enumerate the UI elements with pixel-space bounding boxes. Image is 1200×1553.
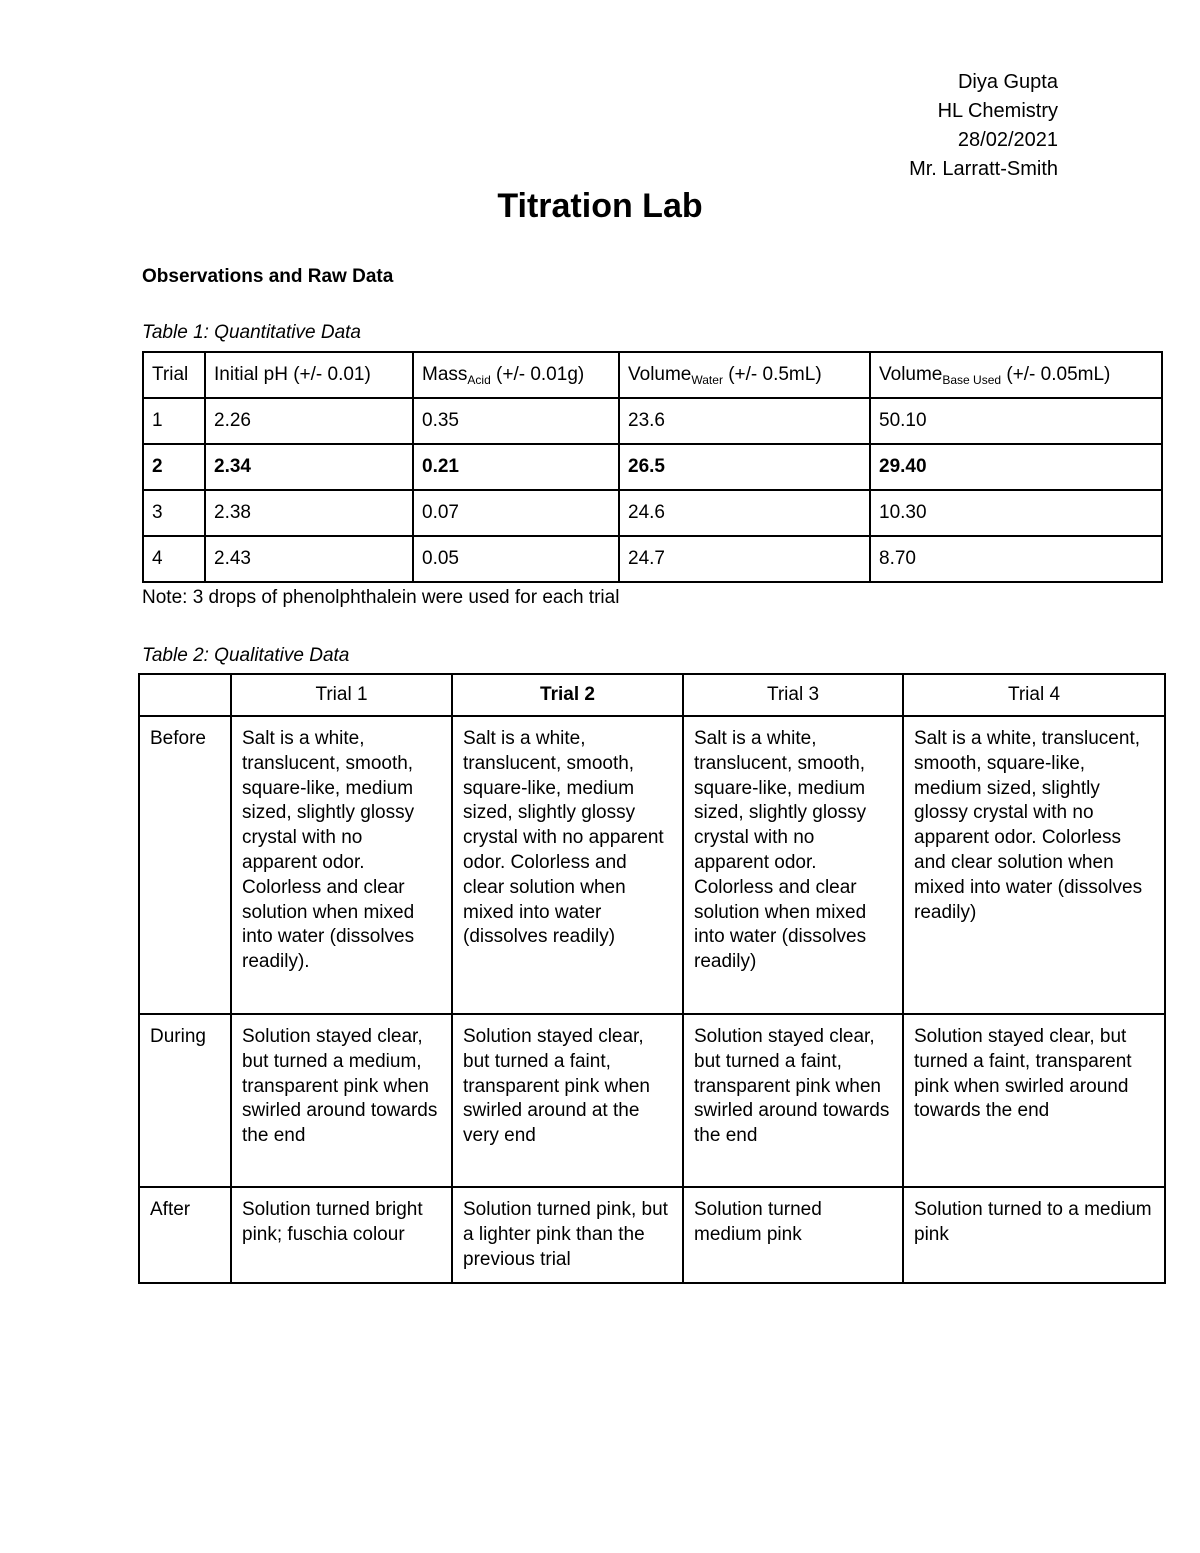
section-heading: Observations and Raw Data: [142, 266, 394, 287]
table-row: [143, 536, 1162, 582]
author-name: Diya Gupta: [957, 71, 1058, 93]
cell-ph: 2.43: [205, 536, 413, 582]
cell-trial-3: Solution turned medium pink: [683, 1187, 903, 1283]
cell-volume-water: 24.7: [619, 536, 870, 582]
header-trial-2: Trial 2: [452, 674, 683, 716]
header-volume-base: Volume$_{Base Used}$ (+/- 0.05mL): [870, 352, 1162, 398]
header-trial-4: Trial 4: [903, 674, 1165, 716]
cell-trial-3: Solution stayed clear, but turned a faint, transparent pink when swirled around towards the end: [683, 1014, 903, 1187]
cell-mass: 0.05: [413, 536, 619, 582]
table-row: [143, 490, 1162, 536]
cell-trial-2: Solution turned pink, but a lighter pink than the previous trial: [452, 1187, 683, 1283]
table-row: [143, 398, 1162, 444]
cell-mass: 0.35: [413, 398, 619, 444]
table-row-before: [139, 716, 1165, 1014]
cell-ph: 2.38: [205, 490, 413, 536]
page-title: Titration Lab: [497, 187, 703, 225]
cell-trial-2: Solution stayed clear, but turned a faint, transparent pink when swirled around at the very end: [452, 1014, 683, 1187]
cell-trial-4: Salt is a white, translucent, smooth, square-like, medium sized, slightly glossy crystal with no apparent odor. Colorless and clear solution when mixed into water (dissolves readily): [903, 716, 1165, 1014]
row-label: Before: [139, 716, 231, 1014]
cell-trial-4: Solution turned to a medium pink: [903, 1187, 1165, 1283]
cell-ph: 2.26: [205, 398, 413, 444]
cell-trial-4: Solution stayed clear, but turned a faint, transparent pink when swirled around towards the end: [903, 1014, 1165, 1187]
course-name: HL Chemistry: [937, 100, 1058, 122]
header-volume-water: Volume$_{Water}$ (+/- 0.5mL): [619, 352, 870, 398]
table-row-highlighted: [143, 444, 1162, 490]
table-header-row: [143, 352, 1162, 398]
teacher-name: Mr. Larratt-Smith: [909, 158, 1058, 180]
cell-volume-water: 26.5: [619, 444, 870, 490]
header-trial-1: Trial 1: [231, 674, 452, 716]
cell-volume-base: 10.30: [870, 490, 1162, 536]
author-info: [909, 68, 1058, 184]
header-trial: Trial: [143, 352, 205, 398]
cell-volume-base: 29.40: [870, 444, 1162, 490]
cell-volume-water: 24.6: [619, 490, 870, 536]
cell-volume-water: 23.6: [619, 398, 870, 444]
table-row-during: [139, 1014, 1165, 1187]
qualitative-data-table: [138, 673, 1166, 1284]
quantitative-data-table: [142, 351, 1163, 583]
cell-mass: 0.07: [413, 490, 619, 536]
cell-trial: 3: [143, 490, 205, 536]
cell-volume-base: 50.10: [870, 398, 1162, 444]
cell-trial-1: Salt is a white, translucent, smooth, square-like, medium sized, slightly glossy crystal with no apparent odor. Colorless and clear solution when mixed into water (dissolves readily).: [231, 716, 452, 1014]
cell-trial-2: Salt is a white, translucent, smooth, square-like, medium sized, slightly glossy crystal with no apparent odor. Colorless and clear solution when mixed into water (dissolves readily): [452, 716, 683, 1014]
cell-ph: 2.34: [205, 444, 413, 490]
cell-trial: 4: [143, 536, 205, 582]
date: 28/02/2021: [957, 129, 1058, 151]
table2-caption: Table 2: Qualitative Data: [142, 645, 350, 666]
cell-trial-3: Salt is a white, translucent, smooth, square-like, medium sized, slightly glossy crystal with no apparent odor. Colorless and clear solution when mixed into water (dissolves readily): [683, 716, 903, 1014]
table-header-row: [139, 674, 1165, 716]
cell-trial-1: Solution turned bright pink; fuschia colour: [231, 1187, 452, 1283]
table-row-after: [139, 1187, 1165, 1283]
header-initial-ph: Initial pH (+/- 0.01): [205, 352, 413, 398]
cell-trial-1: Solution stayed clear, but turned a medium, transparent pink when swirled around towards the end: [231, 1014, 452, 1187]
cell-trial: 2: [143, 444, 205, 490]
header-mass-acid: Mass$_{Acid}$ (+/- 0.01g): [413, 352, 619, 398]
row-label: After: [139, 1187, 231, 1283]
table1-caption: Table 1: Quantitative Data: [142, 322, 361, 343]
cell-trial: 1: [143, 398, 205, 444]
header-empty: [139, 674, 231, 716]
cell-mass: 0.21: [413, 444, 619, 490]
cell-volume-base: 8.70: [870, 536, 1162, 582]
table1-note: Note: 3 drops of phenolphthalein were used for each trial: [142, 587, 620, 608]
header-trial-3: Trial 3: [683, 674, 903, 716]
row-label: During: [139, 1014, 231, 1187]
